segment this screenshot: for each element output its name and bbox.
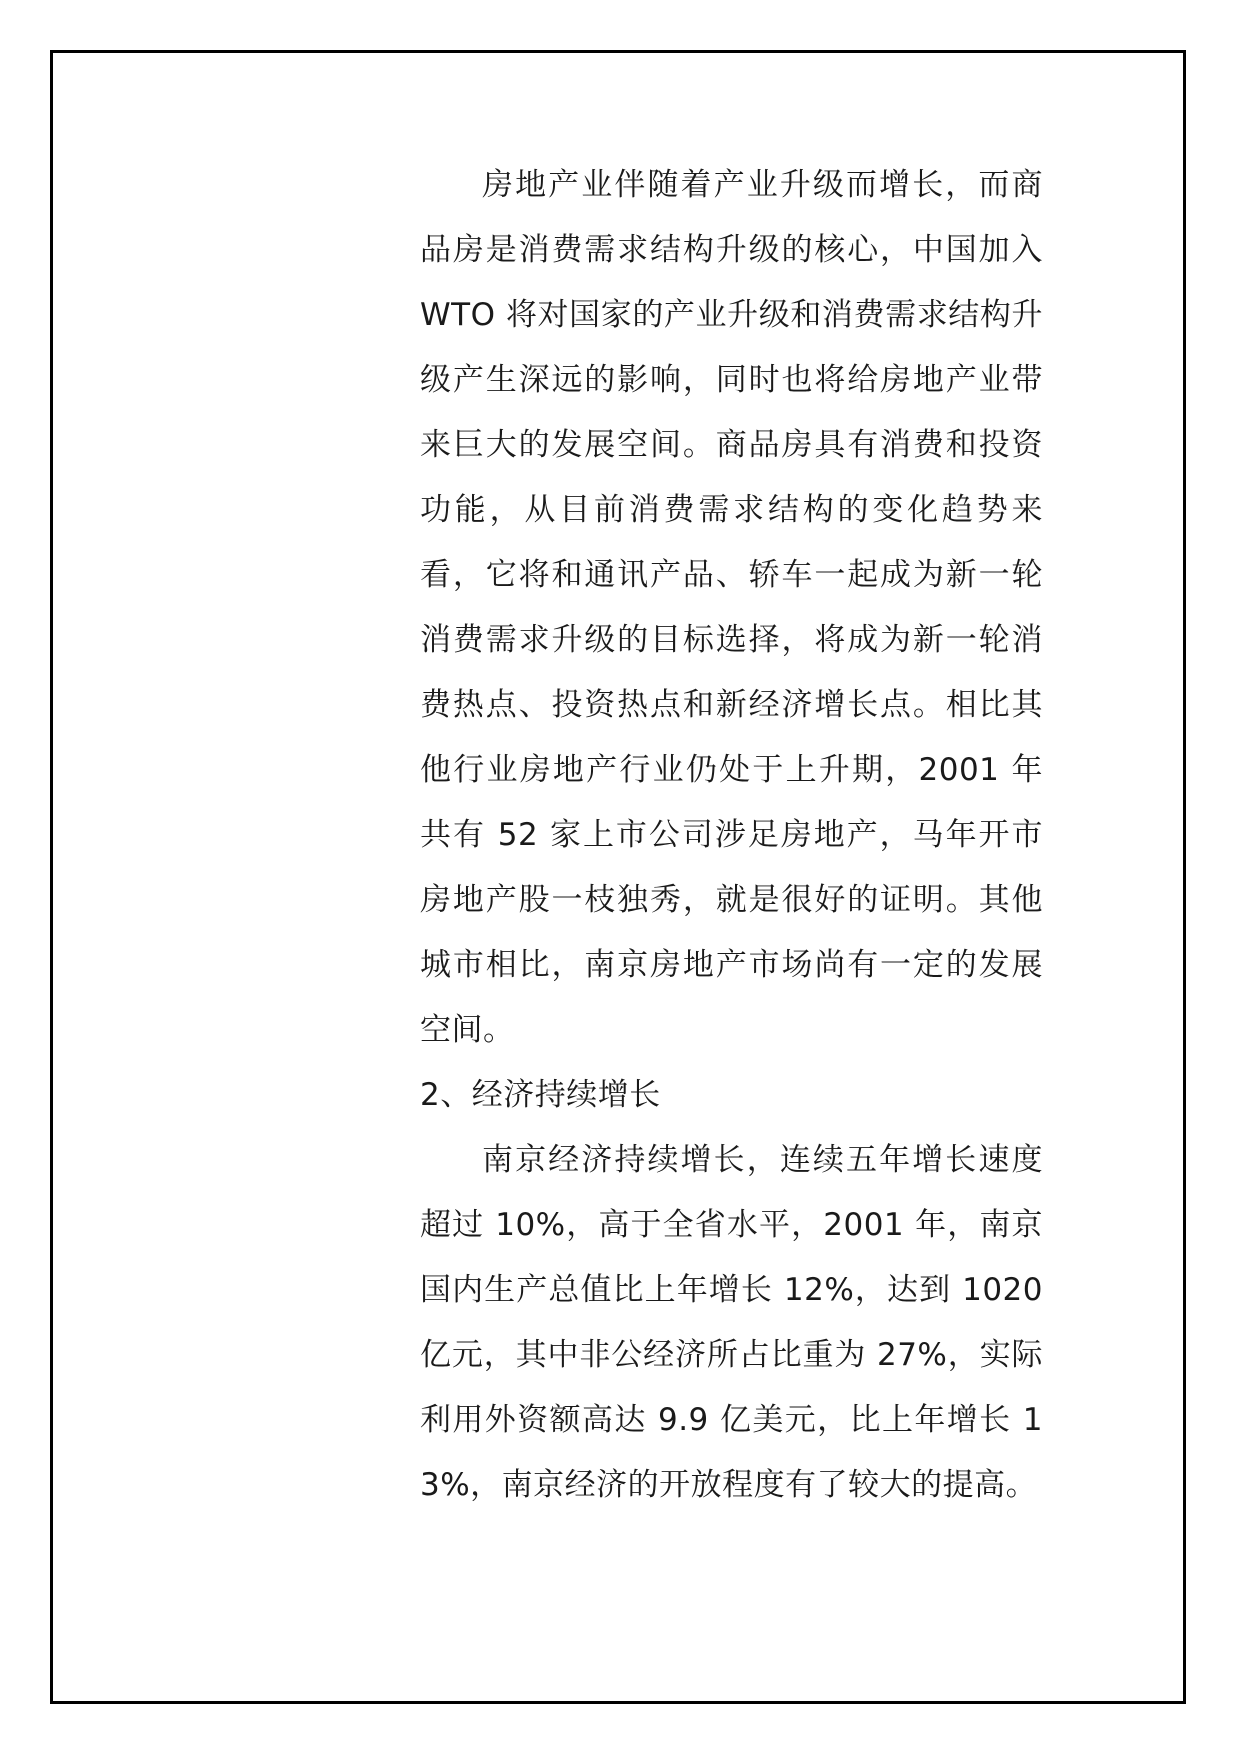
paragraph-nanjing-economy: 南京经济持续增长，连续五年增长速度超过 10%，高于全省水平，2001 年，南京国内生产总值比上年增长 12%，达到 1020 亿元，其中非公经济所占比重为 27%，实际利用外资额高达 9.9 亿美元，比上年增长 13%，南京经济的开放程度有了较大的提高。 (420, 1142, 1043, 1503)
paragraph-real-estate-growth: 房地产业伴随着产业升级而增长，而商品房是消费需求结构升级的核心，中国加入 WTO 将对国家的产业升级和消费需求结构升级产生深远的影响，同时也将给房地产业带来巨大的发展空间。商品房具有消费和投资功能，从目前消费需求结构的变化趋势来看，它将和通讯产品、轿车一起成为新一轮消费需求升级的目标选择，将成为新一轮消费热点、投资热点和新经济增长点。相比其他行业房地产行业仍处于上升期，2001 年共有 52 家上市公司涉足房地产，马年开市房地产股一枝独秀，就是很好的证明。其他城市相比，南京房地产市场尚有一定的发展空间。 (420, 167, 1043, 1048)
document-body (420, 153, 1043, 1518)
section-heading-economic-growth: 2、经济持续增长 (420, 1077, 661, 1113)
